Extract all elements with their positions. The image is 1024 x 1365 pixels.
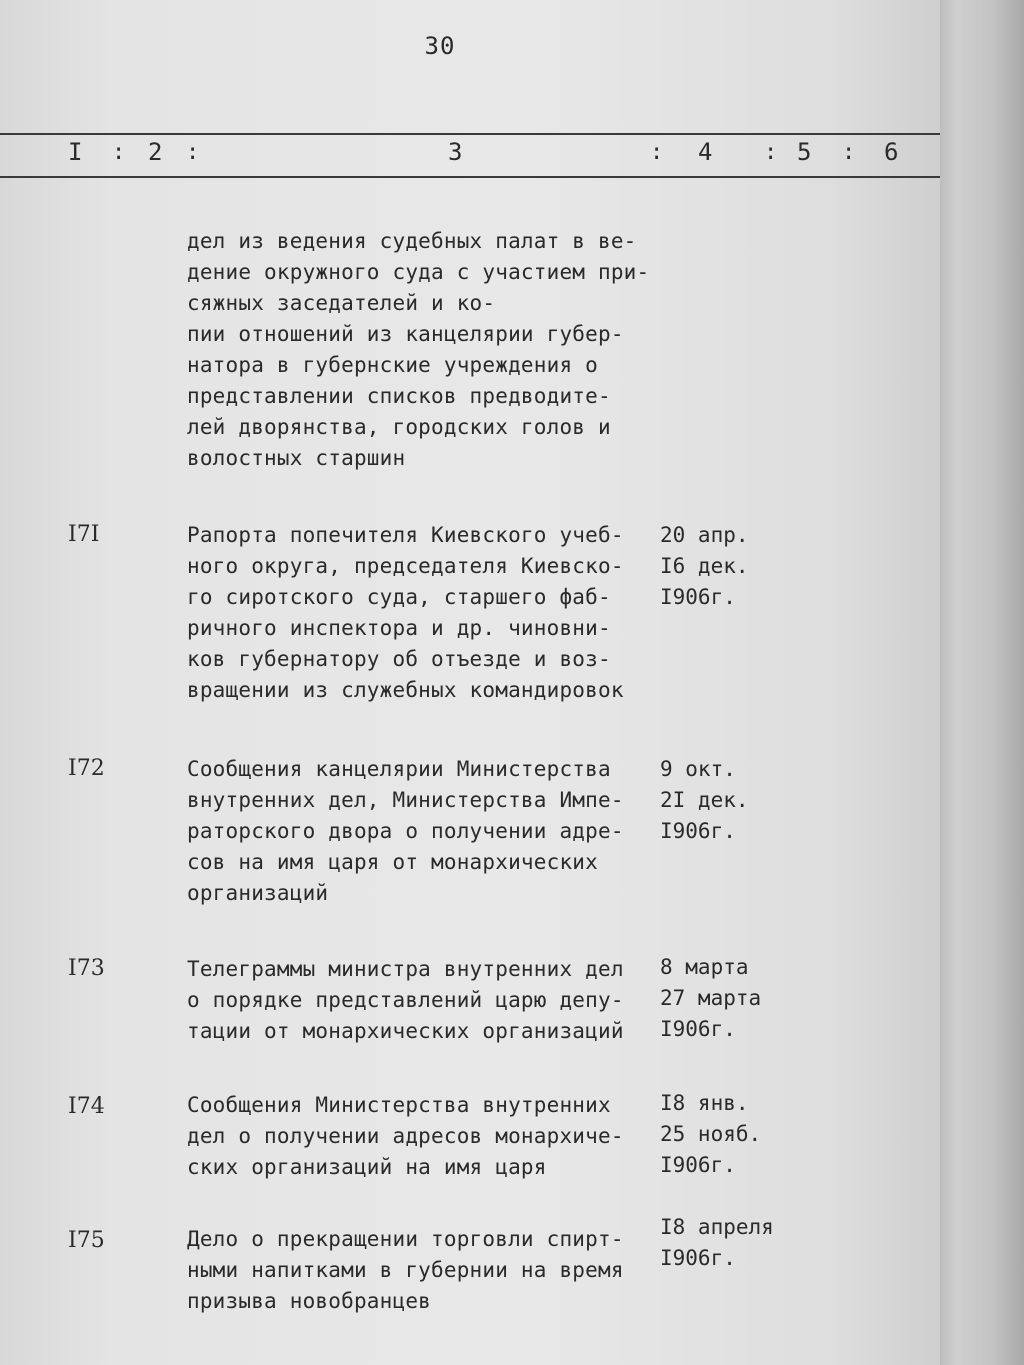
column-header-2: 2	[148, 138, 163, 166]
column-separator-4: :	[764, 140, 778, 165]
column-header-5: 5	[797, 138, 812, 166]
page-number: 30	[424, 32, 456, 60]
entry-number: I75	[68, 1228, 105, 1253]
header-rule-bottom	[0, 176, 940, 178]
header-rule-top	[0, 133, 940, 135]
column-header-1: I	[68, 138, 83, 166]
entry-number: I7I	[68, 522, 100, 547]
column-header-6: 6	[884, 138, 899, 166]
entry-description: Рапорта попечителя Киевского учеб- ного округа, председателя Киевско- го сиротского суда, старшего фаб- ричного инспектора и др. чиновни- ков губернатору об отъезде и воз- вращении из служебных командировок	[187, 523, 624, 702]
entry-dates: I8 апреля I906г.	[660, 1215, 774, 1270]
entry-dates: 8 марта 27 марта I906г.	[660, 955, 762, 1041]
entry-number: I74	[68, 1094, 105, 1119]
entry-description: Телеграммы министра внутренних дел о порядке представлений царю депу- тации от монархических организаций	[187, 957, 624, 1043]
column-separator-3: :	[650, 140, 664, 165]
column-separator-2: :	[186, 140, 200, 165]
entry-description: Дело о прекращении торговли спирт- ными напитками в губернии на время призыва новобранцев	[187, 1227, 624, 1313]
entry-number: I73	[68, 956, 105, 981]
adjacent-page-edge	[940, 0, 1024, 1365]
entry-description: Сообщения Министерства внутренних дел о получении адресов монархиче- ских организаций на имя царя	[187, 1093, 624, 1179]
entry-dates: I8 янв. 25 нояб. I906г.	[660, 1091, 762, 1177]
entry-dates: 20 апр. I6 дек. I906г.	[660, 523, 749, 609]
column-separator-1: :	[112, 140, 126, 165]
entry-continuation-description: дел из ведения судебных палат в ве- дение окружного суда с участием при- сяжных заседателей и ко- пии отношений из канцелярии губер- натора в губернские учреждения о представлении списков предводите- лей дворянства, городских голов и волостных старшин	[187, 229, 650, 470]
entry-number: I72	[68, 756, 105, 781]
entry-description: Сообщения канцелярии Министерства внутренних дел, Министерства Импе- раторского двора о получении адре- сов на имя царя от монархических организаций	[187, 757, 624, 905]
column-header-3: 3	[448, 138, 463, 166]
column-header-4: 4	[698, 138, 713, 166]
column-separator-5: :	[842, 140, 856, 165]
entry-dates: 9 окт. 2I дек. I906г.	[660, 757, 749, 843]
